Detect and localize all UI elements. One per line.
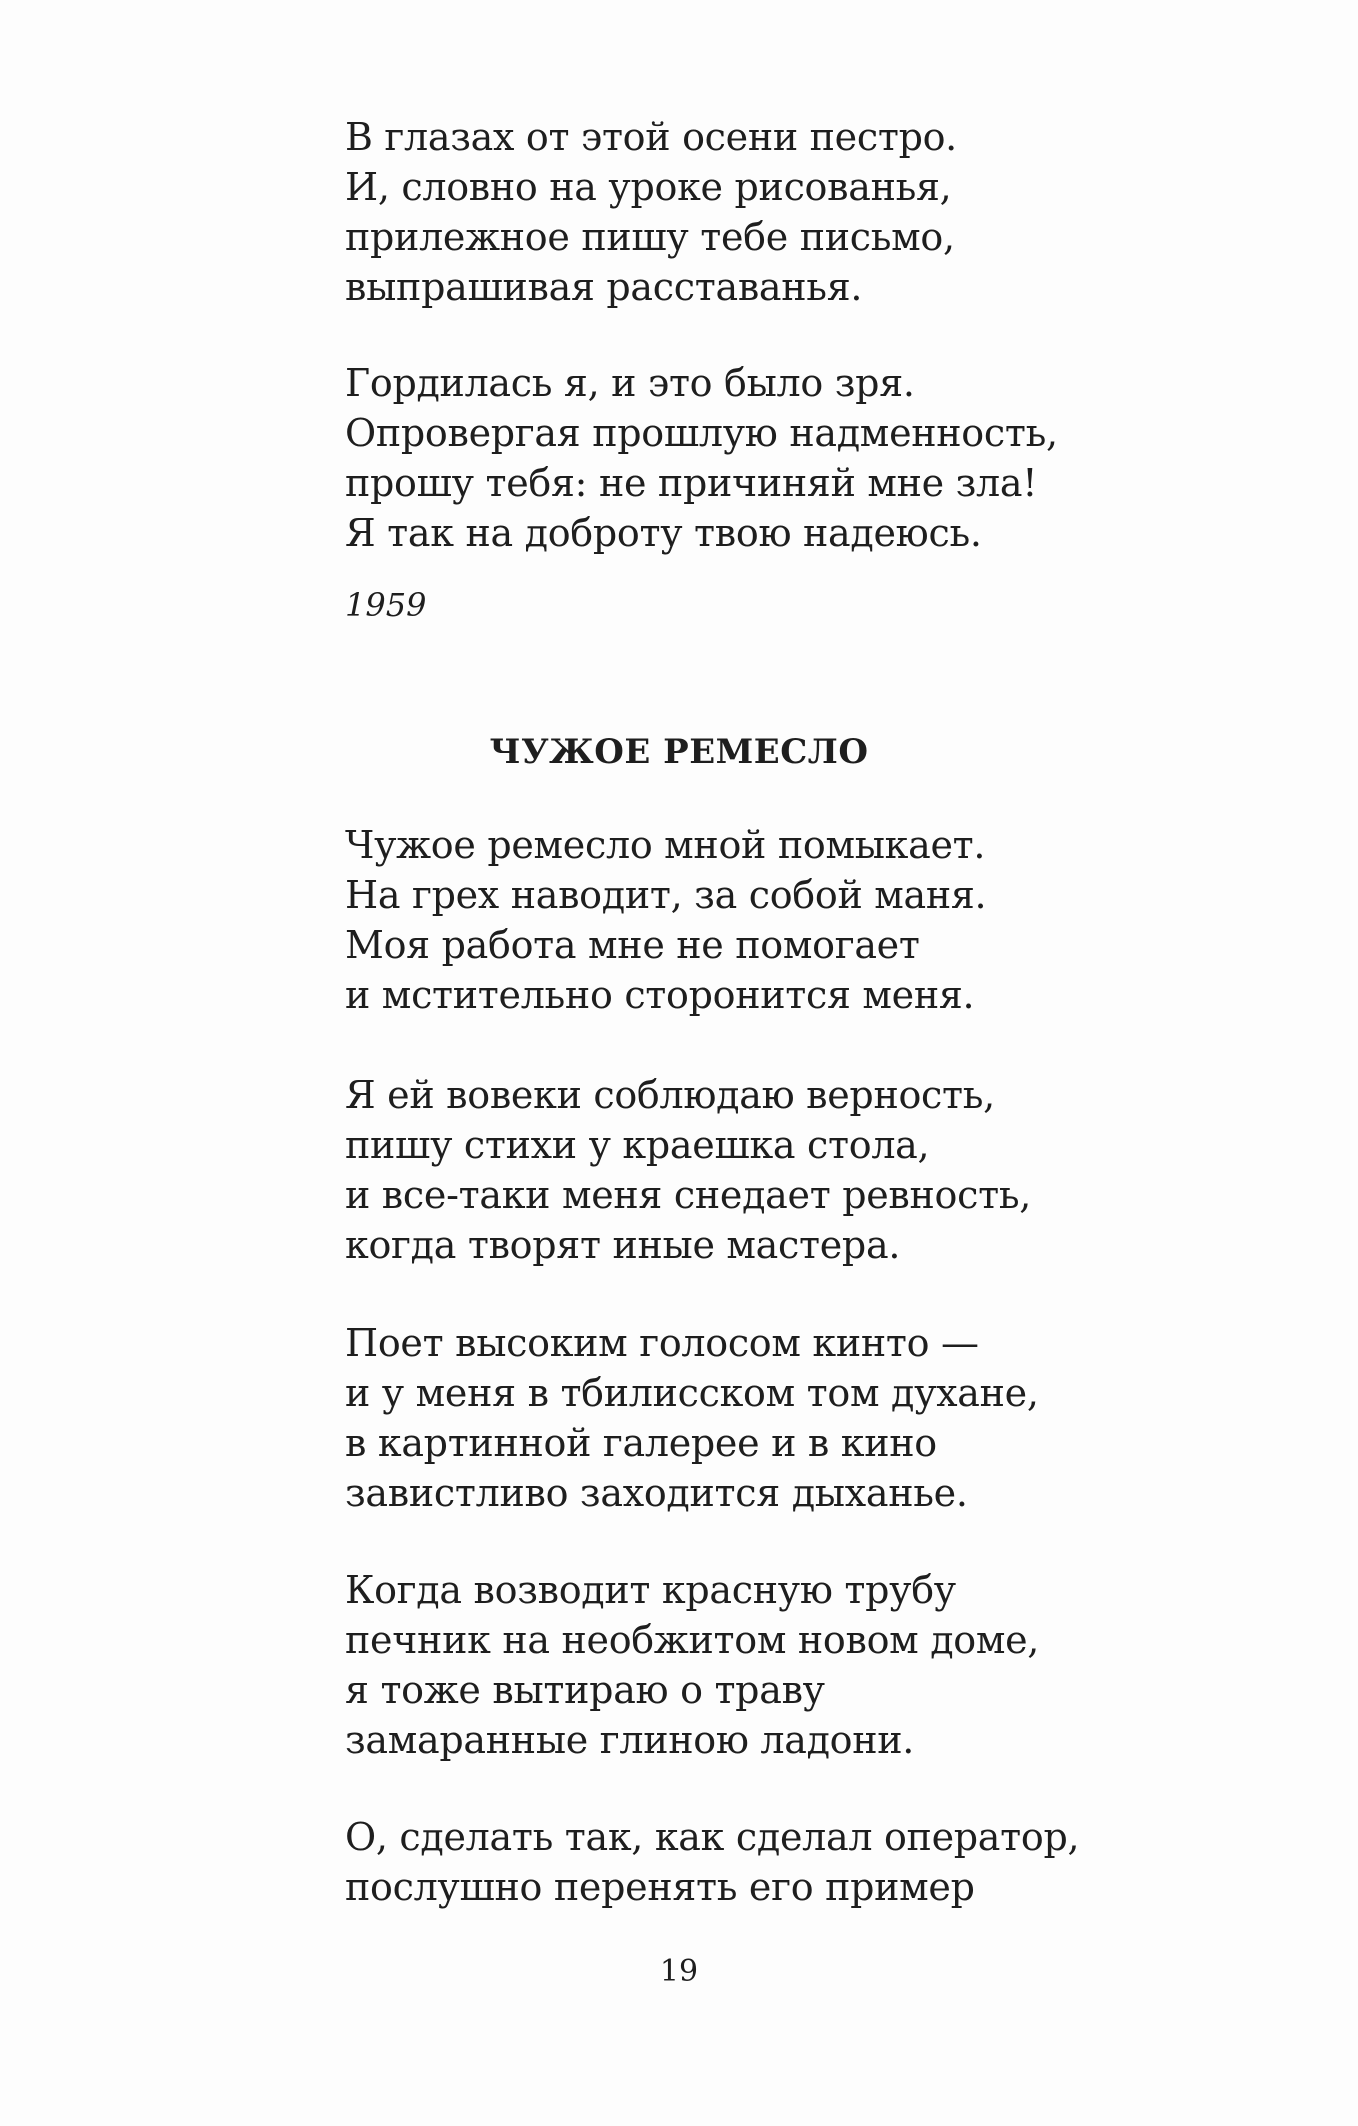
verse-line: замаранные глиною ладони.: [345, 1718, 915, 1762]
verse-line: я тоже вытираю о траву: [345, 1668, 825, 1712]
prev-poem-stanza-1: [345, 112, 1105, 312]
page-number: 19: [659, 1954, 699, 1989]
verse-line: И, словно на уроке рисованья,: [345, 165, 952, 209]
poem-stanza-1: [345, 820, 1105, 1020]
verse-line: послушно перенять его пример: [345, 1865, 975, 1909]
poem-date: 1959: [345, 586, 427, 624]
verse-line: Я так на доброту твою надеюсь.: [345, 511, 982, 555]
verse-line: когда творят иные мастера.: [345, 1223, 901, 1267]
verse-line: Когда возводит красную трубу: [345, 1568, 956, 1612]
poem-stanza-4: [345, 1565, 1105, 1765]
verse-line: и все-таки меня снедает ревность,: [345, 1173, 1031, 1217]
verse-line: В глазах от этой осени пестро.: [345, 115, 957, 159]
verse-line: и мстительно сторонится меня.: [345, 973, 975, 1017]
verse-line: выпрашивая расставанья.: [345, 265, 863, 309]
verse-line: Моя работа мне не помогает: [345, 923, 920, 967]
prev-poem-stanza-2: [345, 358, 1105, 558]
verse-line: Я ей вовеки соблюдаю верность,: [345, 1073, 995, 1117]
verse-line: Опровергая прошлую надменность,: [345, 411, 1058, 455]
verse-line: Чужое ремесло мной помыкает.: [345, 823, 986, 867]
verse-line: и у меня в тбилисском том духане,: [345, 1371, 1039, 1415]
verse-line: прилежное пишу тебе письмо,: [345, 215, 955, 259]
verse-line: завистливо заходится дыханье.: [345, 1471, 968, 1515]
verse-line: прошу тебя: не причиняй мне зла!: [345, 461, 1038, 505]
verse-line: Поет высоким голосом кинто —: [345, 1321, 979, 1365]
verse-line: О, сделать так, как сделал оператор,: [345, 1815, 1080, 1859]
verse-line: Гордилась я, и это было зря.: [345, 361, 915, 405]
verse-line: пишу стихи у краешка стола,: [345, 1123, 930, 1167]
poem-stanza-3: [345, 1318, 1105, 1518]
verse-line: в картинной галерее и в кино: [345, 1421, 937, 1465]
poem-title: ЧУЖОЕ РЕМЕСЛО: [489, 732, 869, 772]
verse-line: На грех наводит, за собой маня.: [345, 873, 987, 917]
verse-line: печник на необжитом новом доме,: [345, 1618, 1040, 1662]
poem-stanza-5: [345, 1812, 1105, 1912]
poem-stanza-2: [345, 1070, 1105, 1270]
